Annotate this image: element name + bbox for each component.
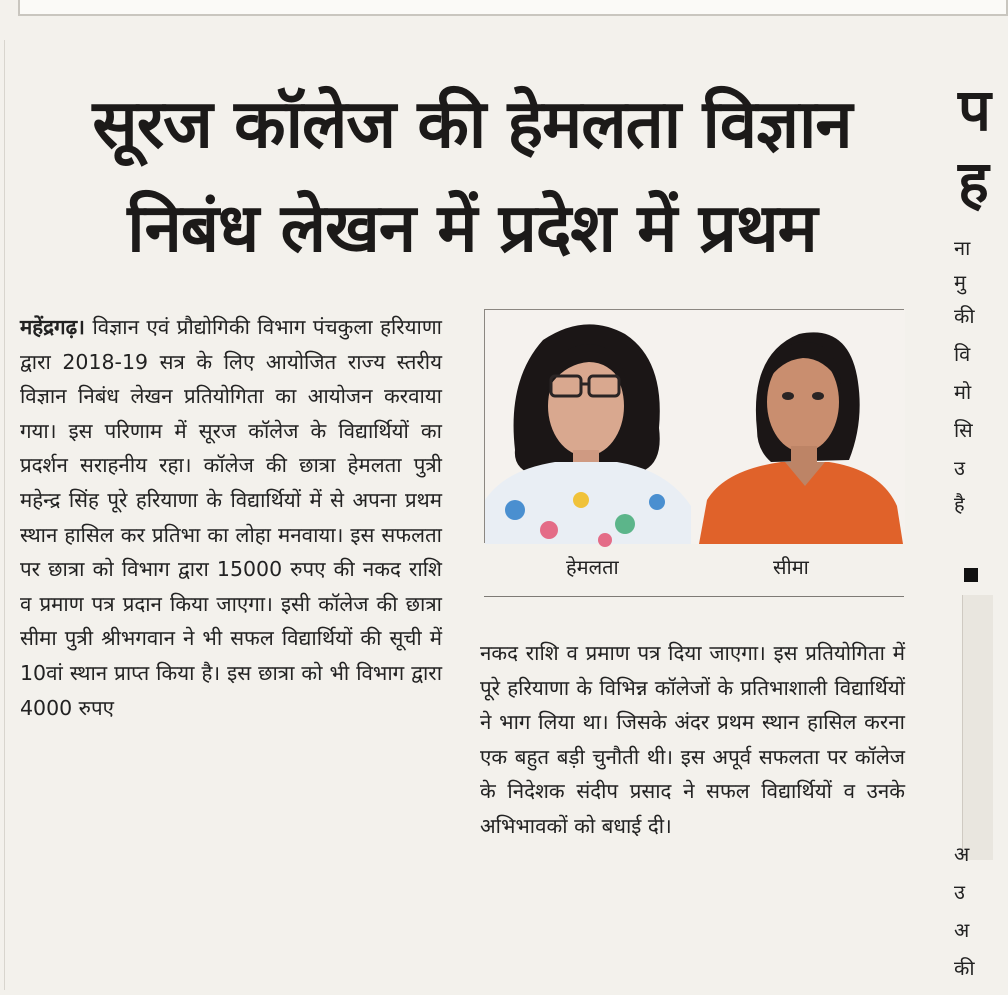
adjacent-headline-fragment-2: ह [958, 148, 989, 216]
adjacent-line: अ [954, 918, 970, 942]
top-border-box [18, 0, 1008, 16]
adjacent-line: मु [954, 270, 966, 294]
headline-line-2: निबंध लेखन में प्रदेश में प्रथम [127, 189, 817, 267]
adjacent-article-fragment [944, 40, 991, 995]
bullet-square [964, 568, 978, 582]
column-rule-left [4, 40, 5, 990]
article-body-part-2: नकद राशि व प्रमाण पत्र दिया जाएगा। इस प्रतियोगिता में पूरे हरियाणा के विभिन्न कॉलेजों के प्रतिभाशाली विद्यार्थियों ने भाग लिया था। जिसके अंदर प्रथम स्थान हासिल करना एक बहुत बड़ी चुनौती थी। इस अपूर्व सफलता पर कॉलेज के निदेशक संदीप प्रसाद ने सफल विद्यार्थियों व उनके अभिभावकों को बधाई दी। [480, 641, 905, 838]
adjacent-headline-fragment-1: प [958, 76, 991, 144]
caption-divider [484, 596, 904, 597]
article-headline [22, 72, 922, 280]
students-photo [484, 309, 904, 543]
adjacent-line: की [954, 304, 975, 328]
adjacent-line: अ [954, 842, 970, 866]
adjacent-line: मो [954, 380, 972, 404]
photo-caption-left: हेमलता [566, 555, 619, 579]
adjacent-line: है [954, 492, 965, 516]
adjacent-shaded-box [962, 595, 993, 860]
adjacent-line: उ [954, 880, 965, 904]
article-column-1 [20, 310, 442, 725]
headline-line-1: सूरज कॉलेज की हेमलता विज्ञान [92, 85, 852, 163]
adjacent-line: वि [954, 342, 971, 366]
article-column-2 [480, 636, 905, 844]
adjacent-line: ना [954, 236, 971, 260]
photo-caption-right: सीमा [773, 555, 809, 579]
adjacent-line: सि [954, 418, 973, 442]
adjacent-line: की [954, 956, 975, 980]
article-body-part-1: विज्ञान एवं प्रौद्योगिकी विभाग पंचकुला हरियाणा द्वारा 2018-19 सत्र के लिए आयोजित राज्य स्तरीय विज्ञान निबंध लेखन प्रतियोगिता का आयोजन करवाया गया। इस परिणाम में सूरज कॉलेज के विद्यार्थियों का प्रदर्शन सराहनीय रहा। कॉलेज की छात्रा हेमलता पुत्री महेन्द्र सिंह पूरे हरियाणा के विद्यार्थियों में से अपना प्रथम स्थान हासिल कर प्रतिभा का लोहा मनवाया। इस सफलता पर छात्रा को विभाग द्वारा 15000 रुपए की नकद राशि व प्रमाण पत्र प्रदान किया जाएगा। इसी कॉलेज की छात्रा सीमा पुत्री श्रीभगवान ने भी सफल विद्यार्थियों की सूची में 10वां स्थान प्राप्त किया है। इस छात्रा को भी विभाग द्वारा 4000 रुपए [20, 315, 442, 720]
students-photo-illustration [485, 310, 905, 544]
adjacent-line: उ [954, 456, 965, 480]
dateline: महेंद्रगढ़। [20, 315, 85, 339]
